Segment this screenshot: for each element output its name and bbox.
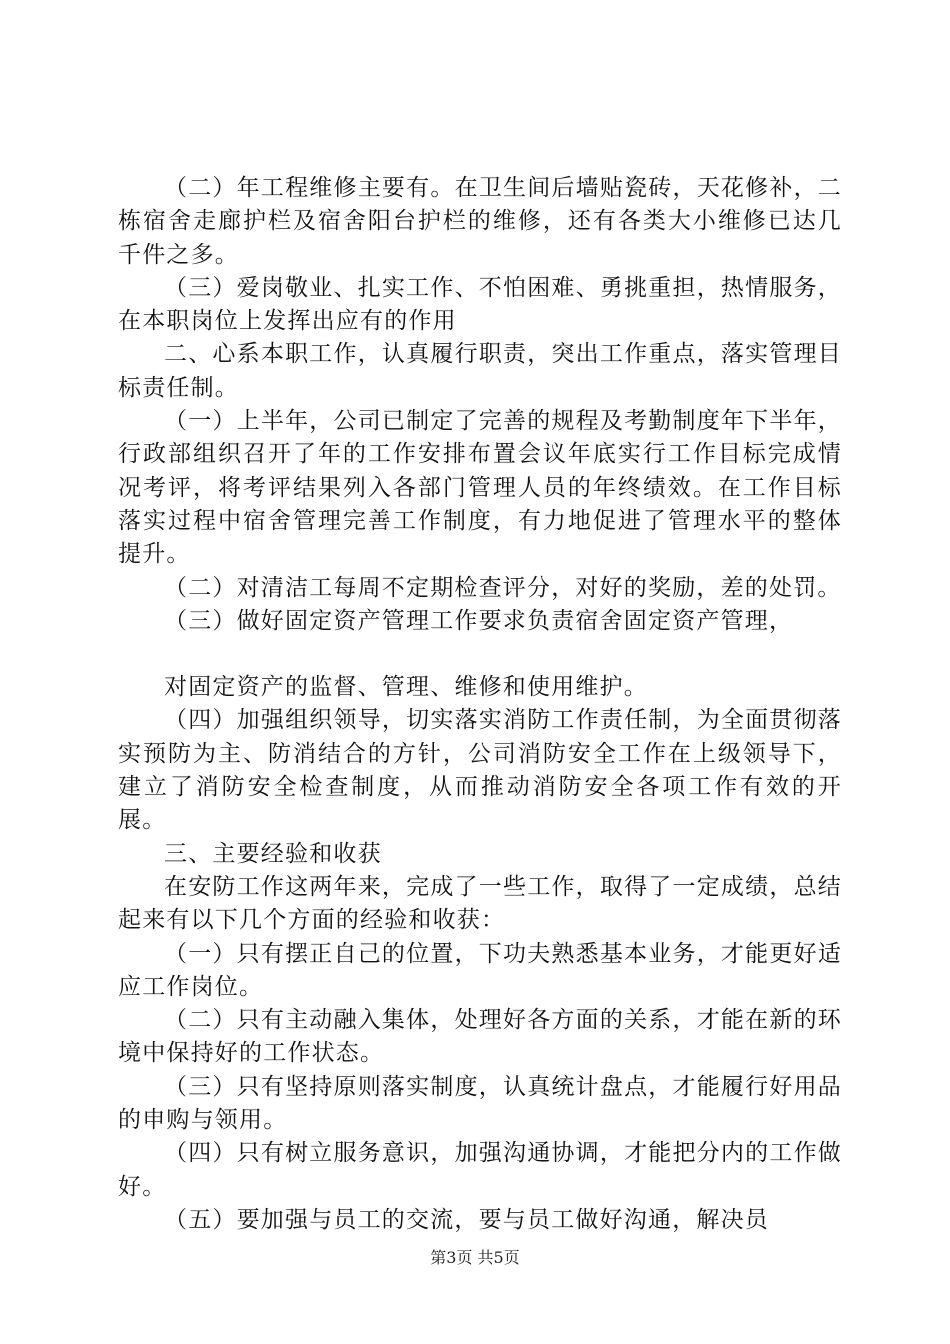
paragraph: （四）只有树立服务意识，加强沟通协调，才能把分内的工作做好。	[118, 1140, 842, 1200]
paragraph: （三）爱岗敬业、扎实工作、不怕困难、勇挑重担，热情服务，在本职岗位上发挥出应有的作用	[118, 274, 842, 335]
paragraph: （五）要加强与员工的交流，要与员工做好沟通，解决员	[164, 1206, 769, 1233]
document-body	[118, 172, 842, 1237]
paragraph: （三）只有坚持原则落实制度，认真统计盘点，才能履行好用品的申购与领用。	[118, 1073, 842, 1134]
page-number-footer: 第3页 共5页	[430, 1248, 520, 1267]
section-heading: 三、主要经验和收获	[164, 840, 382, 867]
paragraph: （一）上半年，公司已制定了完善的规程及考勤制度年下半年，行政部组织召开了年的工作安排布置会议年底实行工作目标完成情况考评，将考评结果列入各部门管理人员的年终绩效。在工作目标落实过程中宿舍管理完善工作制度，有力地促进了管理水平的整体提升。	[118, 408, 842, 568]
section-heading: 二、心系本职工作，认真履行职责，突出工作重点，落实管理目标责任制。	[118, 341, 842, 401]
paragraph: （一）只有摆正自己的位置，下功夫熟悉基本业务，才能更好适应工作岗位。	[118, 940, 842, 1000]
paragraph: （三）做好固定资产管理工作要求负责宿舍固定资产管理，	[164, 607, 794, 634]
paragraph: 在安防工作这两年来，完成了一些工作，取得了一定成绩，总结起来有以下几个方面的经验和收获：	[118, 873, 842, 934]
paragraph: （二）对清洁工每周不定期检查评分，对好的奖励，差的处罚。	[164, 574, 842, 601]
paragraph: （二）年工程维修主要有。在卫生间后墙贴瓷砖，天花修补，二栋宿舍走廊护栏及宿舍阳台护栏的维修，还有各类大小维修已达几千件之多。	[118, 175, 842, 268]
paragraph: （二）只有主动融入集体，处理好各方面的关系，才能在新的环境中保持好的工作状态。	[118, 1007, 842, 1067]
paragraph: （四）加强组织领导，切实落实消防工作责任制，为全面贯彻落实预防为主、防消结合的方针，公司消防安全工作在上级领导下，建立了消防安全检查制度，从而推动消防安全各项工作有效的开展。	[118, 707, 842, 834]
paragraph: 对固定资产的监督、管理、维修和使用维护。	[164, 674, 648, 701]
